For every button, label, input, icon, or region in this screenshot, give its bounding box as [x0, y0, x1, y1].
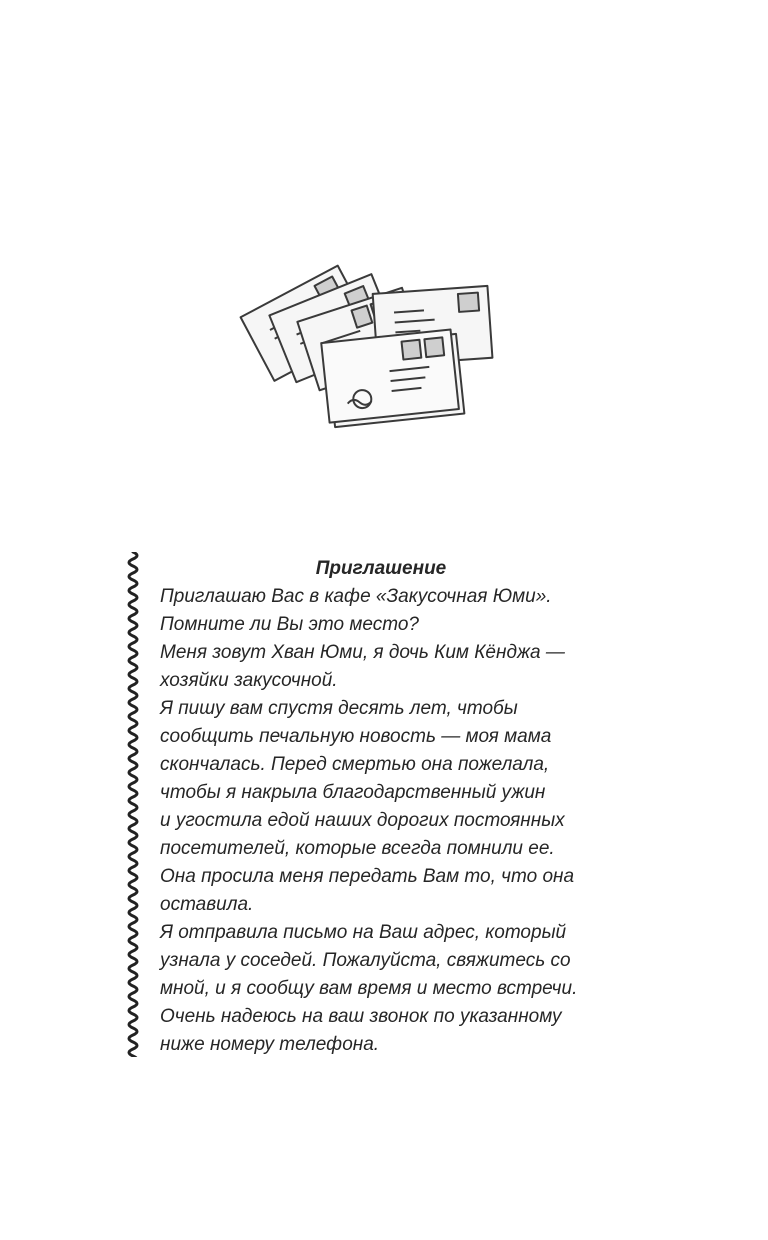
- invitation-line: посетителей, которые всегда помнили ее.: [160, 838, 555, 859]
- envelopes-stack-icon: [230, 240, 500, 430]
- invitation-line: и угостила едой наших дорогих постоянных: [160, 810, 565, 831]
- invitation-line: узнала у соседей. Пожалуйста, свяжитесь со: [160, 950, 571, 971]
- invitation-line: Меня зовут Хван Юми, я дочь Ким Кёнджа —: [160, 642, 565, 663]
- invitation-line: Очень надеюсь на ваш звонок по указанному: [160, 1006, 562, 1027]
- invitation-line: оставила.: [160, 894, 254, 915]
- invitation-line: Помните ли Вы это место?: [160, 614, 419, 635]
- envelope-front: [321, 329, 464, 428]
- invitation-line: чтобы я накрыла благодарственный ужин: [160, 782, 546, 803]
- wavy-rule-decoration: [122, 552, 144, 1057]
- invitation-line: хозяйки закусочной.: [160, 670, 338, 691]
- invitation-block: [160, 555, 600, 1059]
- invitation-line: Я пишу вам спустя десять лет, чтобы: [160, 698, 518, 719]
- invitation-line: мной, и я сообщу вам время и место встречи.: [160, 978, 578, 999]
- invitation-title: Приглашение: [315, 558, 447, 579]
- invitation-line: Приглашаю Вас в кафе «Закусочная Юми».: [160, 586, 552, 607]
- invitation-line: сообщить печальную новость — моя мама: [160, 726, 552, 747]
- invitation-line: Она просила меня передать Вам то, что она: [160, 866, 575, 887]
- invitation-line: Я отправила письмо на Ваш адрес, который: [160, 922, 567, 943]
- invitation-body: [160, 583, 600, 1059]
- invitation-line: ниже номеру телефона.: [160, 1034, 380, 1055]
- invitation-line: скончалась. Перед смертью она пожелала,: [160, 754, 550, 775]
